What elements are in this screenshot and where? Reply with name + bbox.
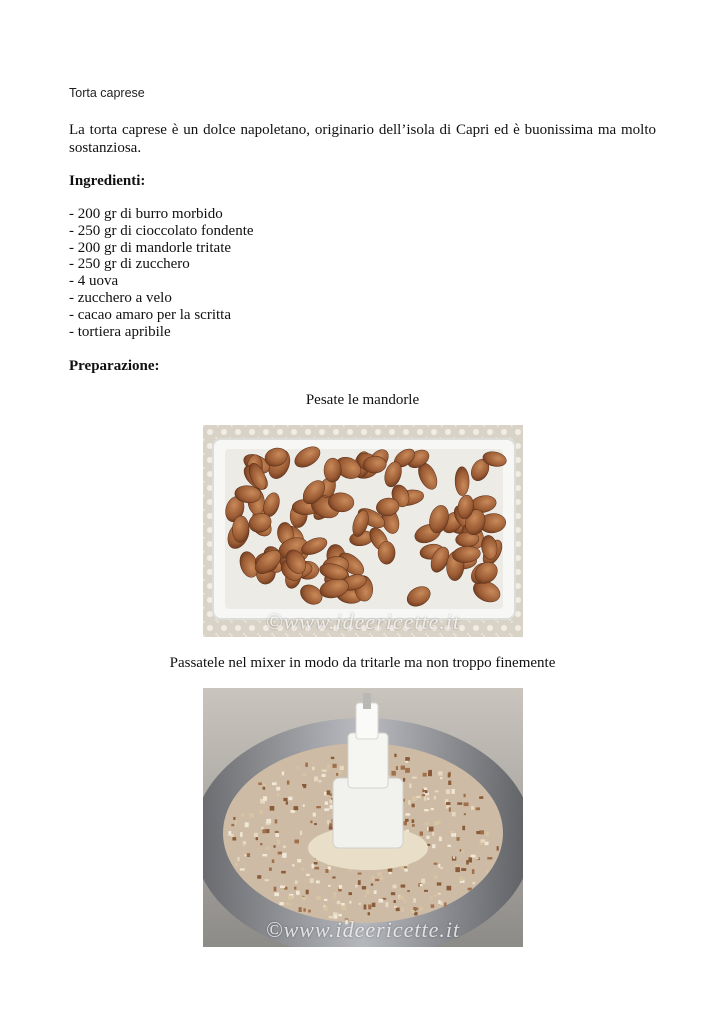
ingredients-list xyxy=(69,206,254,340)
intro-paragraph: La torta caprese è un dolce napoletano, originario dell’isola di Capri ed è buonissima ma molto sostanziosa. xyxy=(69,122,656,156)
ingredient-item: - 250 gr di zucchero xyxy=(69,256,190,273)
document-header: Torta caprese xyxy=(69,86,145,100)
watermark-text: ©www.ideericette.it xyxy=(265,917,461,942)
preparation-heading: Preparazione: xyxy=(69,358,160,374)
mixer-photo xyxy=(203,688,523,947)
ingredient-item: - 4 uova xyxy=(69,273,119,290)
watermark-text: ©www.ideericette.it xyxy=(265,609,461,634)
ingredients-heading: Ingredienti: xyxy=(69,173,146,189)
ingredient-item: - 200 gr di mandorle tritate xyxy=(69,239,232,256)
ingredient-item: - 200 gr di burro morbido xyxy=(69,206,223,222)
step-1-caption: Pesate le mandorle xyxy=(305,392,420,408)
step-2-caption: Passatele nel mixer in modo da tritarle ma non troppo finemente xyxy=(169,655,556,671)
ingredient-item: - cacao amaro per la scritta xyxy=(69,306,231,323)
ingredient-item: - 250 gr di cioccolato fondente xyxy=(69,222,254,239)
almonds-tray-photo xyxy=(203,425,523,637)
ingredient-item: - zucchero a velo xyxy=(69,289,172,306)
ingredient-item: - tortiera apribile xyxy=(69,323,171,340)
